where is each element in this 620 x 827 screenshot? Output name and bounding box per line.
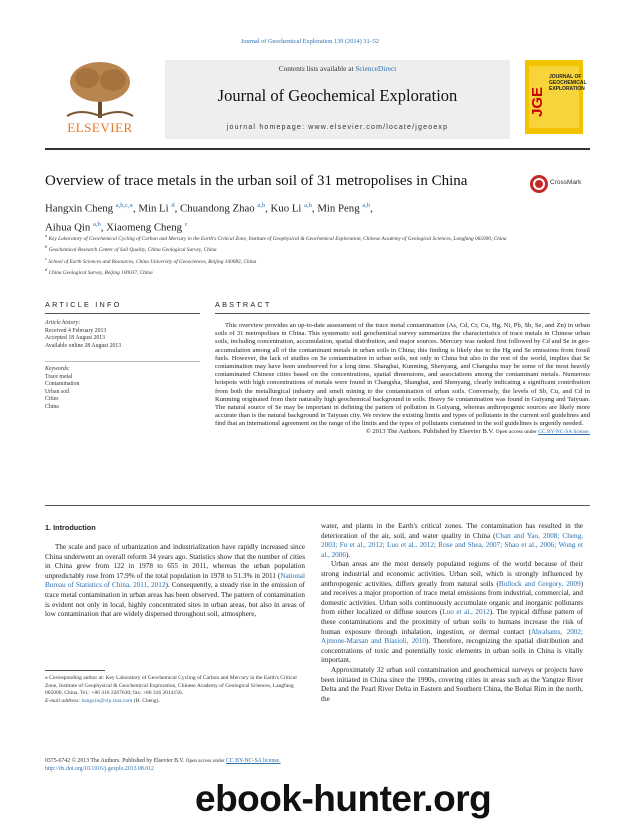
history-item: Received 4 February 2013 bbox=[45, 327, 107, 334]
keywords-rule bbox=[45, 361, 200, 362]
keyword: China bbox=[45, 403, 59, 410]
article-info-rule bbox=[45, 313, 200, 314]
cover-line3: EXPLORATION bbox=[549, 86, 585, 92]
journal-homepage[interactable]: journal homepage: www.elsevier.com/locate/jgeoexp bbox=[226, 124, 449, 131]
affiliations: $^a$ Key Laboratory of Geochemical Cycling of Carbon and Mercury in the Earth's Critical Zone, Institute of Geophysical & Geochemical Exploration, Chinese Academy of Geological Sciences, Langfang 065000, China $^b$ Geochemical Research Center of Soil Quality, China Geological Survey, China $^c$ School of Earth Sciences and Resources, China University of Geosciences, Beijing 100083, China $^d$ China Geological Survey, Beijing 100037, China bbox=[45, 233, 507, 276]
corresponding-author-footnote: ⁎ Corresponding author at: Key Laboratory of Geochemical Cycling of Carbon and Mercury in the Earth's Critical Zone, Institute of Geophysical & Geochemical Exploration, Chinese Academy of Geological Sciences, Langfang 065000, China. Tel.: +86 316 2267630; fax: +86 316 2014156. E-mail address: hangxin@vip.sina.com (H. Cheng). bbox=[45, 675, 297, 704]
body-left-column: The scale and pace of urbanization and industrialization have rapidly increased since China underwent an overall reform 34 years ago. Statistics show that the number of cities in China grew from 122 in 1978 to 655 in 2011, whereas the urban population unpredictably rose from 17.9% of the total population in 1978 to 51.3% in 2011 (National Bureau of Statistics of China, 2011, 2012). Consequently, a steady rise in the emission of trace metal contamination in urban areas has been observed. The pattern of contamination is evident not only in local, highly concentrated sites in urban areas, but also in areas of low contamination that are widely dispersed throughout soil, atmosphere, bbox=[45, 543, 305, 619]
affiliation: Key Laboratory of Geochemical Cycling of Carbon and Mercury in the Earth's Critical Zone, Institute of Geophysical & Geochemical Exploration, Chinese Academy of Geological Sciences, Langfang 065000, China bbox=[48, 235, 507, 242]
header-rule bbox=[45, 148, 590, 150]
abstract-text: This overview provides an up-to-date assessment of the trace metal contamination (As, Cd, Cr, Cu, Hg, Ni, Pb, Sb, Se, and Zn) in urban soils of 31 metropolises in China. This systematic soil geochemical survey summarizes the characteristics of trace metals in Chinese urban soils, including concentration, accumulation, spatial distribution, and major sources. Mercury was ranked first followed by Cd and Se in geo-accumulation among all of the contaminant metals in urban soils in China; this finding is likely due to the Hg and Se emissions from fossil fuels. However, the lack of studies on Se contamination in urban soils, not only in China but also in the rest of the world, implies that Se contamination may have been unobserved for a long time. Shanghai, Kunming, Shenyang, and Changsha may be some of the most heavily contaminated Chinese cities based on the concentrations, spatial dimensions, and associations among the contaminant metals. Numerous hotspots with high concentrations of metals were found in Changsha, Shanghai, and Shenyang, clearly indicating a significant contribution from both the metallurgical industry and smelt mining to the contamination of urban soils. Conversely, the levels of Sb, Cu, and Cd in Kunming originated from their naturally high geochemical background in soils. Heavy Se contamination was found in Guiyang and Taiyuan. The natural source of Se may be important in defining the pattern of pollution in Guiyang, whereas anthropogenic sources are likely more accurate than is the natural background in Taiyuan city. We review the existing limits and types of pollutants in the current soil guidelines and find that an international agreement on the range of the limits and the types of pollutants contained in the soil guidelines is urgently needed. © 2013 The Authors. Published by Elsevier B.V. Open access under CC BY-NC-SA license. bbox=[215, 322, 590, 436]
citation-link[interactable]: National Bureau of Statistics of China, 2011, 2012 bbox=[45, 571, 305, 590]
contents-line: Contents lists available at ScienceDirect bbox=[278, 64, 397, 73]
history-item: Available online 28 August 2013 bbox=[45, 342, 122, 349]
email-link[interactable]: hangxin@vip.sina.com bbox=[81, 697, 133, 704]
author[interactable]: Aihua Qin bbox=[45, 221, 91, 234]
keyword: Contamination bbox=[45, 381, 80, 388]
body-right-column: water, and plants in the Earth's critical zones. The contamination has resulted in the deterioration of the air, soil, and water quality in China (Chan and Yao, 2008; Cheng, 2003; Fu et al., 2012; Luo et al., 2012; Rose and Shea, 2007; Shao et al., 2006; Wong et al., 2006). Urban areas are the most densely populated regions of the world because of their strong industrial and economic activities. Urban soil, which is strongly influenced by anthropogenic activities, differs greatly from natural soils (Bullock and Gregory, 2009) and receives a major proportion of trace metal emissions from industrial, commercial, and domestic activities. Urban soils continuously accumulate organic and inorganic pollutants from either localized or diffuse sources (Luo et al., 2012). The typical diffuse pattern of these contaminations and the proximity of urban soils to humans increase the risk of human exposure through inhalation, ingestion, or dermal contact (Abrahams, 2002; Ajmone-Marsan and Biasioli, 2010). Therefore, recognizing the spatial distribution and concentrations of toxic and potentially toxic elements in urban soils in China is vitally important. Approximately 32 urban soil contamination and geochemical surveys or projects have been initiated in China since the 1990s, covering cities in areas such as the Yangtze River Delta and the Pearl River Delta in Eastern and Southern China, the Bohai Rim in the north, the bbox=[321, 522, 583, 703]
article-info-heading: ARTICLE INFO bbox=[45, 300, 122, 309]
elsevier-wordmark: ELSEVIER bbox=[67, 120, 133, 135]
citation-link[interactable]: Luo et al., 2012 bbox=[442, 608, 490, 617]
abstract-heading: ABSTRACT bbox=[215, 300, 272, 309]
author[interactable]: Hangxin Cheng bbox=[45, 202, 114, 215]
footnote-rule bbox=[45, 670, 105, 671]
journal-title: Journal of Geochemical Exploration bbox=[217, 86, 458, 105]
affiliation: School of Earth Sciences and Resources, China University of Geosciences, Beijing 100083, China bbox=[48, 258, 257, 265]
cover-line2: GEOCHEMICAL bbox=[549, 80, 587, 86]
bottom-license-link[interactable]: CC BY-NC-SA license. bbox=[225, 758, 281, 764]
author[interactable]: Xiaomeng Cheng bbox=[106, 221, 183, 234]
section-heading: 1. Introduction bbox=[45, 523, 96, 532]
doi-link[interactable]: http://dx.doi.org/10.1016/j.gexplo.2013.08.012 bbox=[45, 765, 154, 772]
article-title: Overview of trace metals in the urban soil of 31 metropolises in China bbox=[45, 173, 468, 189]
crossmark-label: CrossMark bbox=[550, 179, 582, 186]
crossmark-badge[interactable] bbox=[530, 175, 590, 193]
abstract-bottom-rule bbox=[45, 505, 590, 506]
affiliation: Geochemical Research Center of Soil Quality, China Geological Survey, China bbox=[48, 247, 217, 254]
affiliation: China Geological Survey, Beijing 100037, China bbox=[48, 269, 153, 276]
author[interactable]: Min Li bbox=[138, 202, 169, 215]
abstract-copyright: © 2013 The Authors. Published by Elsevier B.V. bbox=[365, 428, 494, 436]
author-list: Hangxin Cheng $^{a,b,c,⁎}$, Min Li $^d$, Chuandong Zhao $^{a,b}$, Kuo Li $^{a,b}$, Min Peng $^{a,b}$, Aihua Qin $^{a,b}$, Xiaomeng Cheng $^c$ bbox=[45, 202, 373, 234]
crossmark-icon bbox=[530, 175, 548, 193]
author[interactable]: Chuandong Zhao bbox=[180, 202, 255, 215]
article-history: Article history: Received 4 February 2013 Accepted 18 August 2013 Available online 28 August 2013 bbox=[45, 320, 200, 350]
citation-link[interactable]: Chan and Yao, 2008; Cheng, 2003; Fu et al., 2012; Luo et al., 2012; Rose and Shea, 2007; Shao et al., 2006; Wong et al., 2006 bbox=[321, 531, 583, 559]
keywords: Keywords: Trace metal Contamination Urban soil Cities China bbox=[45, 366, 200, 412]
citation-link[interactable]: Abrahams, 2002; Ajmone-Marsan and Biasioli, 2010 bbox=[321, 627, 583, 646]
keyword: Trace metal bbox=[45, 373, 73, 380]
history-item: Accepted 18 August 2013 bbox=[45, 335, 106, 342]
license-link[interactable]: CC BY-NC-SA license. bbox=[538, 429, 590, 436]
cover-line1: JOURNAL OF bbox=[549, 74, 582, 80]
keyword: Cities bbox=[45, 396, 59, 403]
keyword: Urban soil bbox=[45, 388, 70, 395]
cover-abbrev: JGE bbox=[529, 87, 546, 118]
journal-citation[interactable]: Journal of Geochemical Exploration 139 (2014) 31–52 bbox=[240, 38, 380, 45]
abstract-rule bbox=[215, 313, 590, 314]
author[interactable]: Kuo Li bbox=[270, 202, 302, 215]
author[interactable]: Min Peng bbox=[317, 202, 360, 215]
elsevier-logo bbox=[45, 58, 155, 138]
bottom-info: 0375-6742 © 2013 The Authors. Published by Elsevier B.V. Open access under CC BY-NC-SA license. http://dx.doi.org/10.1016/j.gexplo.2013.08.012 bbox=[45, 758, 375, 774]
sciencedirect-link[interactable]: ScienceDirect bbox=[355, 64, 397, 73]
watermark-text: ebook-hunter.org bbox=[195, 778, 492, 819]
journal-cover bbox=[525, 60, 587, 134]
citation-link[interactable]: Bullock and Gregory, 2009 bbox=[498, 579, 581, 588]
